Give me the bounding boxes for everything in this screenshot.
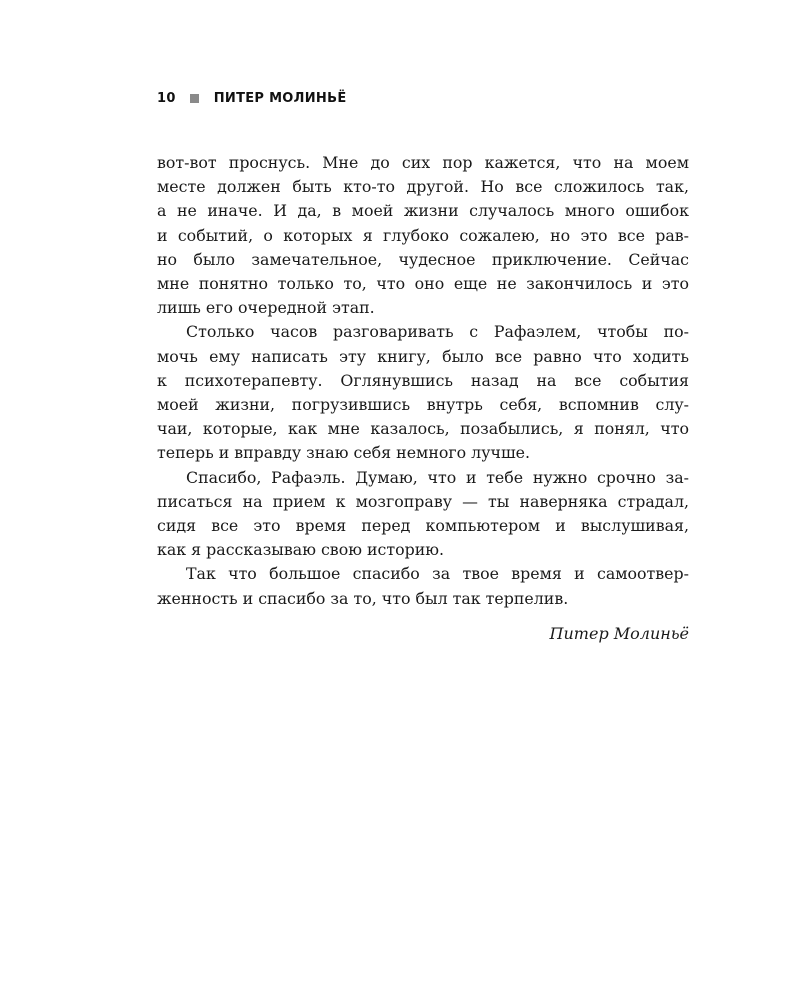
page-number: 10 [157,91,176,106]
text-line: чаи, которые, как мне казалось, позабылись, я понял, что [157,419,689,439]
text-line: а не иначе. И да, в моей жизни случалось много ошибок [157,201,689,221]
square-separator-icon [190,94,199,103]
text-line: Спасибо, Рафаэль. Думаю, что и тебе нужно срочно за- [186,467,689,487]
text-line: лишь его очередной этап. [157,298,375,318]
text-line: Так что большое спасибо за твое время и самоотвер- [186,564,689,584]
paragraph [157,151,689,320]
body-text [157,151,689,611]
running-head [157,91,347,106]
text-line: месте должен быть кто-то другой. Но все сложилось так, [157,177,689,197]
text-line: но было замечательное, чудесное приключение. Сейчас [157,249,689,269]
text-line: мне понятно только то, что оно еще не закончилось и это [157,274,689,294]
author-signature: Питер Молиньё [549,624,689,643]
text-line: моей жизни, погрузившись внутрь себя, вспомнив слу- [157,395,689,415]
text-line: и событий, о которых я глубоко сожалею, но это все рав- [157,225,689,245]
text-line: теперь и вправду знаю себя немного лучше. [157,443,531,463]
text-line: мочь ему написать эту книгу, было все равно что ходить [157,346,689,366]
text-line: Столько часов разговаривать с Рафаэлем, чтобы по- [186,322,689,342]
text-line: писаться на прием к мозгоправу — ты наверняка страдал, [157,491,689,511]
text-line: как я рассказываю свою историю. [157,540,445,560]
paragraph [157,562,689,610]
text-line: сидя все это время перед компьютером и выслушивая, [157,516,689,536]
paragraph [157,320,689,465]
text-line: женность и спасибо за то, что был так терпелив. [157,588,569,608]
running-head-author: ПИТЕР МОЛИНЬЁ [213,91,347,106]
text-line: вот-вот проснусь. Мне до сих пор кажется, что на моем [157,153,689,172]
paragraph [157,466,689,563]
text-line: к психотерапевту. Оглянувшись назад на все события [157,370,689,390]
